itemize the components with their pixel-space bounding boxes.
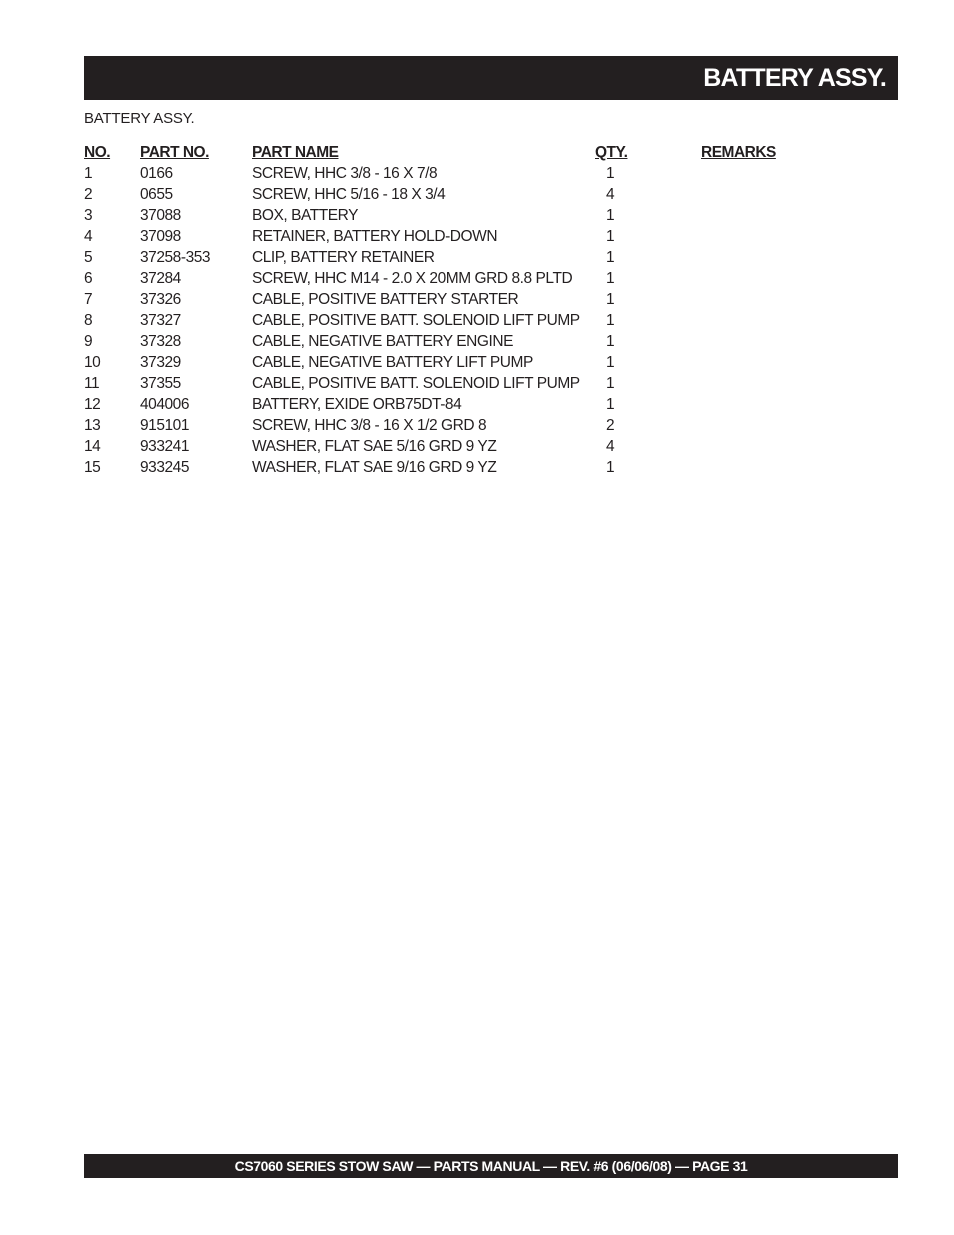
cell-qty: 1 [606, 459, 615, 476]
cell-part-name: SCREW, HHC 5/16 - 18 X 3/4 [252, 186, 446, 203]
column-header-part-no: PART NO. [140, 144, 209, 161]
cell-part-no: 0166 [140, 165, 173, 182]
cell-part-name: BATTERY, EXIDE ORB75DT-84 [252, 396, 462, 413]
column-header-part-name: PART NAME [252, 144, 339, 161]
table-row [84, 457, 804, 478]
cell-part-no: 37328 [140, 333, 181, 350]
cell-qty: 4 [606, 186, 615, 203]
cell-part-no: 933245 [140, 459, 190, 476]
cell-part-name: RETAINER, BATTERY HOLD-DOWN [252, 228, 498, 245]
table-row [84, 226, 804, 247]
table-body [84, 163, 804, 478]
header-bar [84, 56, 898, 100]
cell-part-no: 37088 [140, 207, 181, 224]
cell-qty: 1 [606, 333, 615, 350]
cell-no: 15 [84, 459, 101, 476]
table-row [84, 163, 804, 184]
table-row [84, 331, 804, 352]
cell-part-no: 37098 [140, 228, 181, 245]
cell-part-no: 0655 [140, 186, 173, 203]
cell-no: 6 [84, 270, 93, 287]
table-row [84, 352, 804, 373]
table-row [84, 268, 804, 289]
cell-qty: 1 [606, 354, 615, 371]
cell-no: 14 [84, 438, 101, 455]
cell-part-name: CABLE, POSITIVE BATTERY STARTER [252, 291, 519, 308]
cell-qty: 2 [606, 417, 615, 434]
cell-part-name: CABLE, POSITIVE BATT. SOLENOID LIFT PUMP [252, 312, 580, 329]
cell-part-name: CABLE, POSITIVE BATT. SOLENOID LIFT PUMP [252, 375, 580, 392]
cell-part-name: CLIP, BATTERY RETAINER [252, 249, 435, 266]
cell-qty: 4 [606, 438, 615, 455]
page-title: BATTERY ASSY. [703, 64, 886, 92]
table-row [84, 310, 804, 331]
table-row [84, 436, 804, 457]
cell-part-name: WASHER, FLAT SAE 9/16 GRD 9 YZ [252, 459, 497, 476]
cell-no: 11 [84, 375, 100, 392]
table-row [84, 415, 804, 436]
cell-part-no: 933241 [140, 438, 190, 455]
cell-qty: 1 [606, 249, 615, 266]
cell-qty: 1 [606, 291, 615, 308]
column-header-qty: QTY. [595, 144, 628, 161]
table-row [84, 289, 804, 310]
cell-no: 13 [84, 417, 101, 434]
cell-part-no: 404006 [140, 396, 190, 413]
cell-qty: 1 [606, 396, 615, 413]
cell-qty: 1 [606, 375, 615, 392]
table-row [84, 184, 804, 205]
cell-no: 10 [84, 354, 101, 371]
cell-part-no: 915101 [140, 417, 190, 434]
cell-qty: 1 [606, 165, 615, 182]
cell-part-name: BOX, BATTERY [252, 207, 358, 224]
parts-list-table [84, 142, 804, 478]
table-row [84, 247, 804, 268]
cell-part-no: 37258-353 [140, 249, 211, 266]
table-header-row [84, 142, 804, 163]
table-row [84, 205, 804, 226]
table-row [84, 394, 804, 415]
cell-no: 2 [84, 186, 93, 203]
cell-qty: 1 [606, 228, 615, 245]
cell-part-no: 37327 [140, 312, 181, 329]
cell-part-name: CABLE, NEGATIVE BATTERY ENGINE [252, 333, 513, 350]
cell-part-name: SCREW, HHC M14 - 2.0 X 20MM GRD 8.8 PLTD [252, 270, 573, 287]
cell-no: 3 [84, 207, 93, 224]
cell-part-no: 37355 [140, 375, 181, 392]
column-header-remarks: REMARKS [701, 144, 776, 161]
cell-part-no: 37329 [140, 354, 181, 371]
footer-bar [84, 1154, 898, 1178]
cell-no: 4 [84, 228, 93, 245]
cell-no: 7 [84, 291, 93, 308]
cell-no: 12 [84, 396, 101, 413]
cell-qty: 1 [606, 312, 615, 329]
column-header-no: NO. [84, 144, 111, 161]
cell-part-name: SCREW, HHC 3/8 - 16 X 1/2 GRD 8 [252, 417, 487, 434]
section-subtitle: BATTERY ASSY. [84, 110, 195, 127]
cell-part-no: 37326 [140, 291, 181, 308]
cell-qty: 1 [606, 270, 615, 287]
table-row [84, 373, 804, 394]
cell-no: 5 [84, 249, 93, 266]
cell-part-name: CABLE, NEGATIVE BATTERY LIFT PUMP [252, 354, 533, 371]
cell-part-name: SCREW, HHC 3/8 - 16 X 7/8 [252, 165, 438, 182]
cell-no: 9 [84, 333, 93, 350]
cell-part-name: WASHER, FLAT SAE 5/16 GRD 9 YZ [252, 438, 497, 455]
cell-no: 8 [84, 312, 93, 329]
footer-text: CS7060 SERIES STOW SAW — PARTS MANUAL — REV. #6 (06/06/08) — PAGE 31 [234, 1158, 748, 1174]
cell-qty: 1 [606, 207, 615, 224]
cell-no: 1 [84, 165, 93, 182]
cell-part-no: 37284 [140, 270, 181, 287]
